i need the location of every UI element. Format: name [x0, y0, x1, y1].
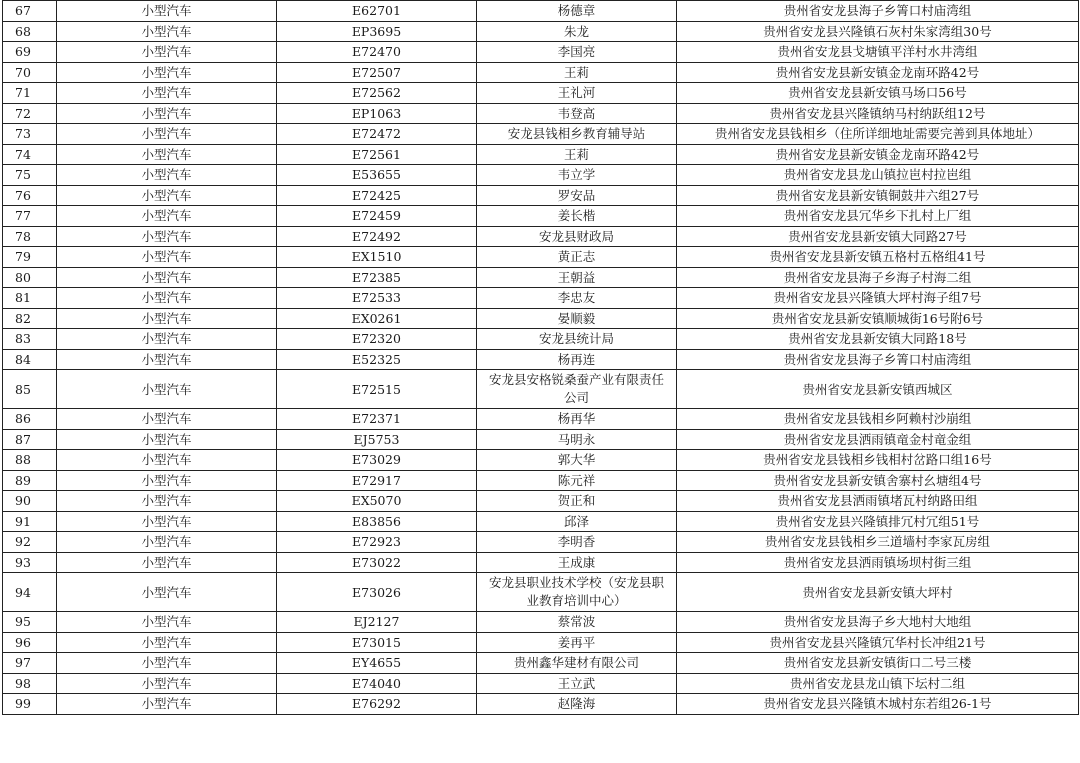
vehicle-type-cell: 小型汽车 — [57, 573, 277, 612]
owner-name-cell: 李忠友 — [477, 288, 677, 309]
plate-number-cell: EP1063 — [277, 103, 477, 124]
owner-name-cell: 罗安品 — [477, 185, 677, 206]
plate-number-cell: E72459 — [277, 206, 477, 227]
vehicle-type-cell: 小型汽车 — [57, 308, 277, 329]
owner-name-cell: 李明香 — [477, 532, 677, 553]
owner-name-cell: 王莉 — [477, 144, 677, 165]
vehicle-type-cell: 小型汽车 — [57, 552, 277, 573]
table-row — [3, 62, 1079, 83]
plate-number-cell: EX5070 — [277, 491, 477, 512]
address-cell: 贵州省安龙县洒雨镇堵瓦村纳路田组 — [677, 491, 1079, 512]
row-number-cell: 76 — [3, 185, 57, 206]
vehicle-type-cell: 小型汽车 — [57, 226, 277, 247]
vehicle-type-cell: 小型汽车 — [57, 21, 277, 42]
plate-number-cell: E53655 — [277, 165, 477, 186]
address-cell: 贵州省安龙县钱相乡三道墙村李家瓦房组 — [677, 532, 1079, 553]
plate-number-cell: E74040 — [277, 673, 477, 694]
vehicle-type-cell: 小型汽车 — [57, 103, 277, 124]
plate-number-cell: E72492 — [277, 226, 477, 247]
owner-name-cell: 贺正和 — [477, 491, 677, 512]
row-number-cell: 74 — [3, 144, 57, 165]
plate-number-cell: E72917 — [277, 470, 477, 491]
plate-number-cell: E73026 — [277, 573, 477, 612]
plate-number-cell: EX1510 — [277, 247, 477, 268]
plate-number-cell: E72470 — [277, 42, 477, 63]
table-row — [3, 552, 1079, 573]
vehicle-type-cell: 小型汽车 — [57, 673, 277, 694]
table-row — [3, 673, 1079, 694]
vehicle-type-cell: 小型汽车 — [57, 612, 277, 633]
row-number-cell: 78 — [3, 226, 57, 247]
owner-name-cell: 王朝益 — [477, 267, 677, 288]
address-cell: 贵州省安龙县冗华乡下扎村上厂组 — [677, 206, 1079, 227]
plate-number-cell: E72425 — [277, 185, 477, 206]
plate-number-cell: E72385 — [277, 267, 477, 288]
owner-name-cell: 安龙县职业技术学校（安龙县职业教育培训中心） — [477, 573, 677, 612]
table-row — [3, 370, 1079, 409]
row-number-cell: 95 — [3, 612, 57, 633]
plate-number-cell: E72320 — [277, 329, 477, 350]
row-number-cell: 98 — [3, 673, 57, 694]
owner-name-cell: 杨德章 — [477, 1, 677, 22]
row-number-cell: 82 — [3, 308, 57, 329]
owner-name-cell: 姜长楷 — [477, 206, 677, 227]
address-cell: 贵州省安龙县新安镇金龙南环路42号 — [677, 62, 1079, 83]
address-cell: 贵州省安龙县新安镇街口二号三楼 — [677, 653, 1079, 674]
owner-name-cell: 王莉 — [477, 62, 677, 83]
table-row — [3, 21, 1079, 42]
owner-name-cell: 马明永 — [477, 429, 677, 450]
address-cell: 贵州省安龙县龙山镇拉岜村拉岜组 — [677, 165, 1079, 186]
table-row — [3, 165, 1079, 186]
address-cell: 贵州省安龙县兴隆镇大坪村海子组7号 — [677, 288, 1079, 309]
address-cell: 贵州省安龙县新安镇铜鼓井六组27号 — [677, 185, 1079, 206]
plate-number-cell: EJ2127 — [277, 612, 477, 633]
owner-name-cell: 姜再平 — [477, 632, 677, 653]
table-row — [3, 511, 1079, 532]
row-number-cell: 94 — [3, 573, 57, 612]
vehicle-type-cell: 小型汽车 — [57, 288, 277, 309]
row-number-cell: 92 — [3, 532, 57, 553]
vehicle-type-cell: 小型汽车 — [57, 124, 277, 145]
address-cell: 贵州省安龙县新安镇顺城街16号附6号 — [677, 308, 1079, 329]
row-number-cell: 88 — [3, 450, 57, 471]
row-number-cell: 87 — [3, 429, 57, 450]
vehicle-type-cell: 小型汽车 — [57, 1, 277, 22]
address-cell: 贵州省安龙县兴隆镇石灰村朱家湾组30号 — [677, 21, 1079, 42]
owner-name-cell: 韦登高 — [477, 103, 677, 124]
row-number-cell: 86 — [3, 409, 57, 430]
owner-name-cell: 王成康 — [477, 552, 677, 573]
plate-number-cell: E76292 — [277, 694, 477, 715]
row-number-cell: 93 — [3, 552, 57, 573]
vehicle-type-cell: 小型汽车 — [57, 429, 277, 450]
plate-number-cell: E72371 — [277, 409, 477, 430]
plate-number-cell: E73029 — [277, 450, 477, 471]
vehicle-registry-table-container — [2, 0, 1078, 715]
address-cell: 贵州省安龙县兴隆镇木城村东若组26-1号 — [677, 694, 1079, 715]
row-number-cell: 81 — [3, 288, 57, 309]
table-row — [3, 226, 1079, 247]
vehicle-type-cell: 小型汽车 — [57, 491, 277, 512]
table-row — [3, 470, 1079, 491]
address-cell: 贵州省安龙县钱相乡阿赖村沙崩组 — [677, 409, 1079, 430]
row-number-cell: 72 — [3, 103, 57, 124]
owner-name-cell: 安龙县统计局 — [477, 329, 677, 350]
owner-name-cell: 邱泽 — [477, 511, 677, 532]
row-number-cell: 85 — [3, 370, 57, 409]
row-number-cell: 70 — [3, 62, 57, 83]
plate-number-cell: EY4655 — [277, 653, 477, 674]
owner-name-cell: 杨再华 — [477, 409, 677, 430]
address-cell: 贵州省安龙县兴隆镇冗华村长冲组21号 — [677, 632, 1079, 653]
table-row — [3, 42, 1079, 63]
table-row — [3, 83, 1079, 104]
address-cell: 贵州省安龙县新安镇西城区 — [677, 370, 1079, 409]
vehicle-type-cell: 小型汽车 — [57, 83, 277, 104]
owner-name-cell: 王礼河 — [477, 83, 677, 104]
vehicle-type-cell: 小型汽车 — [57, 247, 277, 268]
table-row — [3, 267, 1079, 288]
address-cell: 贵州省安龙县钱相乡钱相村岔路口组16号 — [677, 450, 1079, 471]
owner-name-cell: 黄正志 — [477, 247, 677, 268]
plate-number-cell: E72562 — [277, 83, 477, 104]
vehicle-registry-table — [2, 0, 1079, 715]
plate-number-cell: E72515 — [277, 370, 477, 409]
table-row — [3, 491, 1079, 512]
owner-name-cell: 朱龙 — [477, 21, 677, 42]
owner-name-cell: 晏顺毅 — [477, 308, 677, 329]
table-row — [3, 1, 1079, 22]
row-number-cell: 96 — [3, 632, 57, 653]
row-number-cell: 79 — [3, 247, 57, 268]
owner-name-cell: 安龙县安格锐桑蚕产业有限责任公司 — [477, 370, 677, 409]
plate-number-cell: E52325 — [277, 349, 477, 370]
table-row — [3, 349, 1079, 370]
address-cell: 贵州省安龙县新安镇马场口56号 — [677, 83, 1079, 104]
plate-number-cell: E72923 — [277, 532, 477, 553]
owner-name-cell: 蔡常波 — [477, 612, 677, 633]
owner-name-cell: 杨再连 — [477, 349, 677, 370]
owner-name-cell: 安龙县财政局 — [477, 226, 677, 247]
row-number-cell: 71 — [3, 83, 57, 104]
address-cell: 贵州省安龙县新安镇五格村五格组41号 — [677, 247, 1079, 268]
owner-name-cell: 赵隆海 — [477, 694, 677, 715]
vehicle-type-cell: 小型汽车 — [57, 409, 277, 430]
row-number-cell: 68 — [3, 21, 57, 42]
owner-name-cell: 郭大华 — [477, 450, 677, 471]
plate-number-cell: E72472 — [277, 124, 477, 145]
plate-number-cell: EJ5753 — [277, 429, 477, 450]
vehicle-type-cell: 小型汽车 — [57, 511, 277, 532]
vehicle-type-cell: 小型汽车 — [57, 349, 277, 370]
table-row — [3, 329, 1079, 350]
address-cell: 贵州省安龙县钱相乡（住所详细地址需要完善到具体地址） — [677, 124, 1079, 145]
vehicle-type-cell: 小型汽车 — [57, 450, 277, 471]
plate-number-cell: E73022 — [277, 552, 477, 573]
table-row — [3, 103, 1079, 124]
address-cell: 贵州省安龙县兴隆镇排冗村冗组51号 — [677, 511, 1079, 532]
row-number-cell: 84 — [3, 349, 57, 370]
plate-number-cell: E83856 — [277, 511, 477, 532]
table-row — [3, 632, 1079, 653]
table-row — [3, 573, 1079, 612]
table-row — [3, 144, 1079, 165]
table-row — [3, 653, 1079, 674]
table-row — [3, 450, 1079, 471]
table-row — [3, 206, 1079, 227]
vehicle-type-cell: 小型汽车 — [57, 470, 277, 491]
owner-name-cell: 王立武 — [477, 673, 677, 694]
vehicle-type-cell: 小型汽车 — [57, 694, 277, 715]
vehicle-type-cell: 小型汽车 — [57, 165, 277, 186]
address-cell: 贵州省安龙县新安镇大同路18号 — [677, 329, 1079, 350]
owner-name-cell: 陈元祥 — [477, 470, 677, 491]
row-number-cell: 90 — [3, 491, 57, 512]
plate-number-cell: EX0261 — [277, 308, 477, 329]
row-number-cell: 67 — [3, 1, 57, 22]
address-cell: 贵州省安龙县海子乡箐口村庙湾组 — [677, 1, 1079, 22]
address-cell: 贵州省安龙县海子乡箐口村庙湾组 — [677, 349, 1079, 370]
address-cell: 贵州省安龙县新安镇金龙南环路42号 — [677, 144, 1079, 165]
row-number-cell: 69 — [3, 42, 57, 63]
table-row — [3, 694, 1079, 715]
plate-number-cell: E62701 — [277, 1, 477, 22]
address-cell: 贵州省安龙县龙山镇下坛村二组 — [677, 673, 1079, 694]
owner-name-cell: 韦立学 — [477, 165, 677, 186]
address-cell: 贵州省安龙县海子乡海子村海二组 — [677, 267, 1079, 288]
table-row — [3, 308, 1079, 329]
table-row — [3, 288, 1079, 309]
plate-number-cell: E72533 — [277, 288, 477, 309]
plate-number-cell: E73015 — [277, 632, 477, 653]
vehicle-type-cell: 小型汽车 — [57, 267, 277, 288]
owner-name-cell: 安龙县钱相乡教育辅导站 — [477, 124, 677, 145]
row-number-cell: 89 — [3, 470, 57, 491]
row-number-cell: 75 — [3, 165, 57, 186]
table-row — [3, 429, 1079, 450]
owner-name-cell: 贵州鑫华建材有限公司 — [477, 653, 677, 674]
table-row — [3, 247, 1079, 268]
vehicle-type-cell: 小型汽车 — [57, 144, 277, 165]
vehicle-type-cell: 小型汽车 — [57, 632, 277, 653]
table-row — [3, 185, 1079, 206]
row-number-cell: 97 — [3, 653, 57, 674]
table-row — [3, 409, 1079, 430]
row-number-cell: 77 — [3, 206, 57, 227]
address-cell: 贵州省安龙县新安镇大同路27号 — [677, 226, 1079, 247]
row-number-cell: 73 — [3, 124, 57, 145]
address-cell: 贵州省安龙县海子乡大地村大地组 — [677, 612, 1079, 633]
table-row — [3, 612, 1079, 633]
address-cell: 贵州省安龙县戈塘镇平洋村水井湾组 — [677, 42, 1079, 63]
table-row — [3, 124, 1079, 145]
table-row — [3, 532, 1079, 553]
vehicle-type-cell: 小型汽车 — [57, 42, 277, 63]
address-cell: 贵州省安龙县新安镇大坪村 — [677, 573, 1079, 612]
plate-number-cell: E72507 — [277, 62, 477, 83]
owner-name-cell: 李国亮 — [477, 42, 677, 63]
vehicle-type-cell: 小型汽车 — [57, 62, 277, 83]
row-number-cell: 91 — [3, 511, 57, 532]
vehicle-type-cell: 小型汽车 — [57, 653, 277, 674]
plate-number-cell: EP3695 — [277, 21, 477, 42]
plate-number-cell: E72561 — [277, 144, 477, 165]
row-number-cell: 80 — [3, 267, 57, 288]
address-cell: 贵州省安龙县兴隆镇纳马村纳跃组12号 — [677, 103, 1079, 124]
row-number-cell: 83 — [3, 329, 57, 350]
vehicle-type-cell: 小型汽车 — [57, 206, 277, 227]
vehicle-type-cell: 小型汽车 — [57, 185, 277, 206]
vehicle-type-cell: 小型汽车 — [57, 329, 277, 350]
table-body — [3, 1, 1079, 715]
row-number-cell: 99 — [3, 694, 57, 715]
vehicle-type-cell: 小型汽车 — [57, 532, 277, 553]
vehicle-type-cell: 小型汽车 — [57, 370, 277, 409]
address-cell: 贵州省安龙县新安镇舍寨村幺塘组4号 — [677, 470, 1079, 491]
address-cell: 贵州省安龙县洒雨镇竜金村竜金组 — [677, 429, 1079, 450]
address-cell: 贵州省安龙县洒雨镇场坝村街三组 — [677, 552, 1079, 573]
